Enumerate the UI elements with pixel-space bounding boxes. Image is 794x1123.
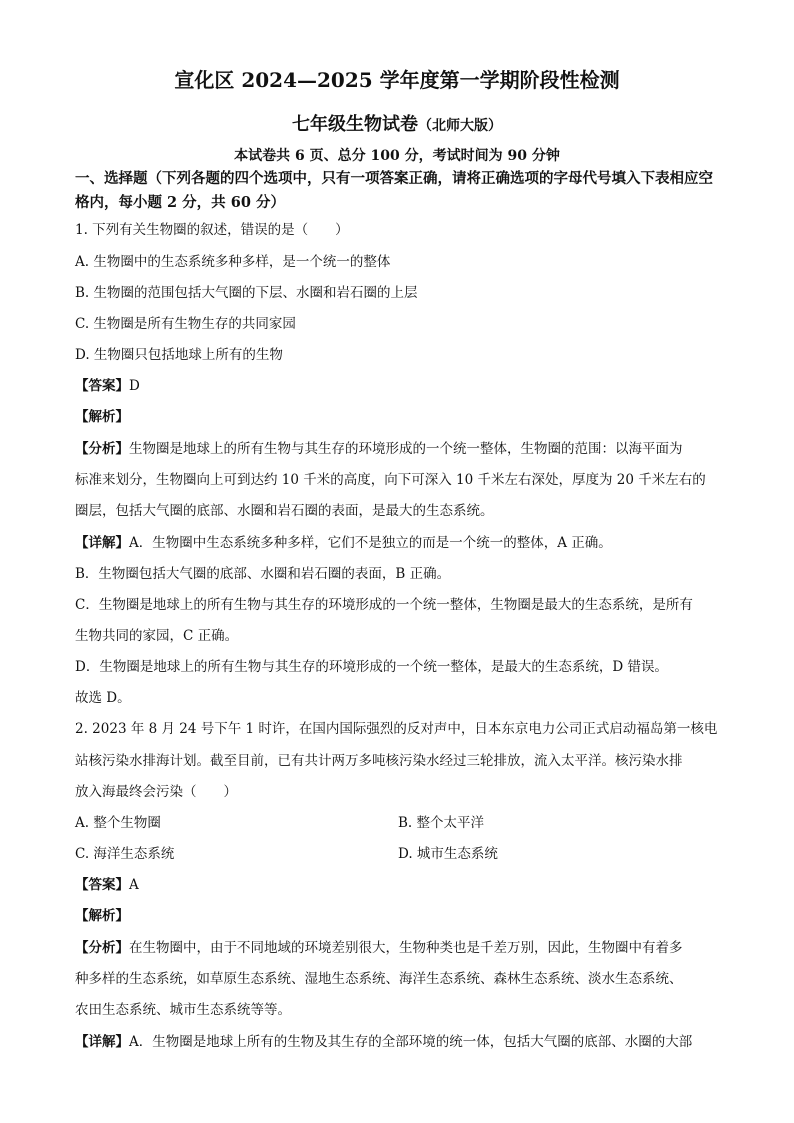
q1-fenxi-line1 — [75, 440, 683, 458]
q1-answer — [75, 377, 140, 395]
exam-subtitle — [0, 110, 794, 136]
xiangjie-text: A．生物圈中生态系统多种多样，它们不是独立的而是一个统一的整体，A 正确。 — [129, 535, 612, 551]
q2-analysis-label: 【解析】 — [75, 908, 129, 924]
answer-value: D — [129, 378, 140, 394]
q1-fenxi-line2: 标准来划分，生物圈向上可到达约 10 千米的高度，向下可深入 10 千米左右深处，厚度为 20 千米左右的 — [75, 472, 706, 488]
fenxi-text: 在生物圈中，由于不同地域的环境差别很大，生物种类也是千差万别，因此，生物圈中有着多 — [129, 940, 683, 956]
q1-analysis-label: 【解析】 — [75, 409, 129, 425]
q1-xiangjie-c2: 生物共同的家园，C 正确。 — [75, 628, 239, 644]
q2-option-d: D. 城市生态系统 — [398, 846, 498, 862]
q1-xiangjie-a — [75, 534, 612, 552]
q2-answer — [75, 876, 139, 894]
section-heading: 一、选择题（下列各题的四个选项中，只有一项答案正确，请将正确选项的字母代号填入下表相应空格内，每小题 2 分，共 60 分） — [75, 170, 713, 211]
q1-conclusion: 故选 D。 — [75, 690, 131, 706]
q1-xiangjie-d: D．生物圈是地球上的所有生物与其生存的环境形成的一个统一整体，是最大的生态系统，D 错误。 — [75, 659, 668, 675]
fenxi-label: 【分析】 — [75, 441, 129, 457]
exam-title: 宣化区 2024—2025 学年度第一学期阶段性检测 — [174, 68, 620, 92]
q1-option-d: D. 生物圈只包括地球上所有的生物 — [75, 347, 283, 363]
fenxi-text: 生物圈是地球上的所有生物与其生存的环境形成的一个统一整体，生物圈的范围：以海平面为 — [129, 441, 683, 457]
exam-info: 本试卷共 6 页、总分 100 分，考试时间为 90 分钟 — [234, 148, 560, 164]
xiangjie-text: A．生物圈是地球上所有的生物及其生存的全部环境的统一体，包括大气圈的底部、水圈的大部 — [129, 1034, 693, 1050]
q2-option-a: A. 整个生物圈 — [75, 815, 161, 831]
edition-note: （北师大版） — [418, 118, 502, 134]
answer-value: A — [129, 877, 139, 893]
xiangjie-label: 【详解】 — [75, 535, 129, 551]
q2-option-c: C. 海洋生态系统 — [75, 846, 175, 862]
answer-label: 【答案】 — [75, 877, 129, 893]
q1-option-b: B. 生物圈的范围包括大气圈的下层、水圈和岩石圈的上层 — [75, 285, 418, 301]
q1-option-a: A. 生物圈中的生态系统多种多样，是一个统一的整体 — [75, 254, 391, 270]
subtitle-text: 七年级生物试卷 — [292, 114, 418, 135]
q2-option-b: B. 整个太平洋 — [398, 815, 485, 831]
xiangjie-label: 【详解】 — [75, 1034, 129, 1050]
q2-fenxi-line2: 种多样的生态系统，如草原生态系统、湿地生态系统、海洋生态系统、森林生态系统、淡水生态系统、 — [75, 971, 683, 987]
q1-xiangjie-c1: C．生物圈是地球上的所有生物与其生存的环境形成的一个统一整体，生物圈是最大的生态系统，是所有 — [75, 597, 693, 613]
fenxi-label: 【分析】 — [75, 940, 129, 956]
q2-stem-line2: 站核污染水排海计划。截至目前，已有共计两万多吨核污染水经过三轮排放，流入太平洋。核污染水排 — [75, 753, 683, 769]
q2-stem-line1: 2. 2023 年 8 月 24 号下午 1 时许，在国内国际强烈的反对声中，日本东京电力公司正式启动福岛第一核电 — [75, 721, 718, 737]
q1-xiangjie-b: B．生物圈包括大气圈的底部、水圈和岩石圈的表面，B 正确。 — [75, 566, 451, 582]
answer-label: 【答案】 — [75, 378, 129, 394]
q2-fenxi-line3: 农田生态系统、城市生态系统等等。 — [75, 1002, 291, 1018]
q1-fenxi-line3: 圈层，包括大气圈的底部、水圈和岩石圈的表面，是最大的生态系统。 — [75, 503, 494, 519]
q1-stem: 1. 下列有关生物圈的叙述，错误的是（ ） — [75, 222, 349, 238]
q2-fenxi-line1 — [75, 939, 683, 957]
q2-xiangjie-a — [75, 1033, 692, 1051]
q1-option-c: C. 生物圈是所有生物生存的共同家园 — [75, 316, 296, 332]
q2-stem-line3: 放入海最终会污染（ ） — [75, 784, 237, 800]
